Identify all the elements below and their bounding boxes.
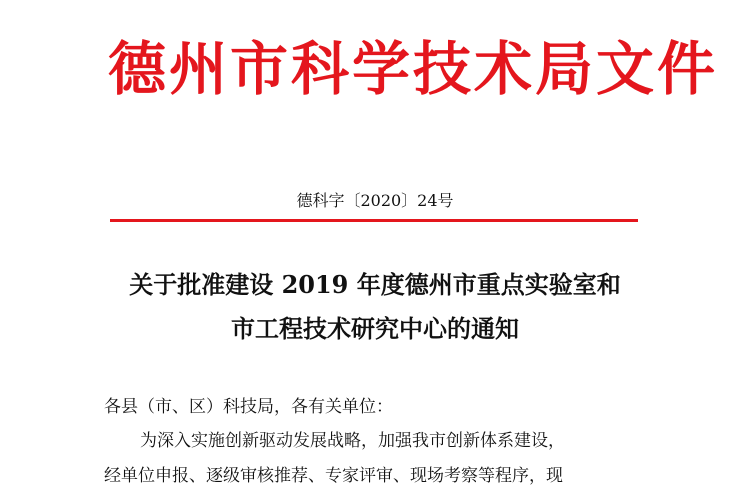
document-title-line-2: 市工程技术研究中心的通知 [231,314,519,343]
salutation: 各县（市、区）科技局，各有关单位： [104,397,393,417]
document-number: 德科字〔2020〕24号 [296,191,454,210]
issuer-heading: 德州市科学技术局文件 [108,35,719,103]
document-title-line-1: 关于批准建设 2019 年度德州市重点实验室和 [129,270,621,299]
body-paragraph-line-1: 为深入实施创新驱动发展战略，加强我市创新体系建设， [140,431,565,451]
red-separator-line [110,219,638,222]
body-paragraph-line-2: 经单位申报、逐级审核推荐、专家评审、现场考察等程序，现 [104,466,563,486]
